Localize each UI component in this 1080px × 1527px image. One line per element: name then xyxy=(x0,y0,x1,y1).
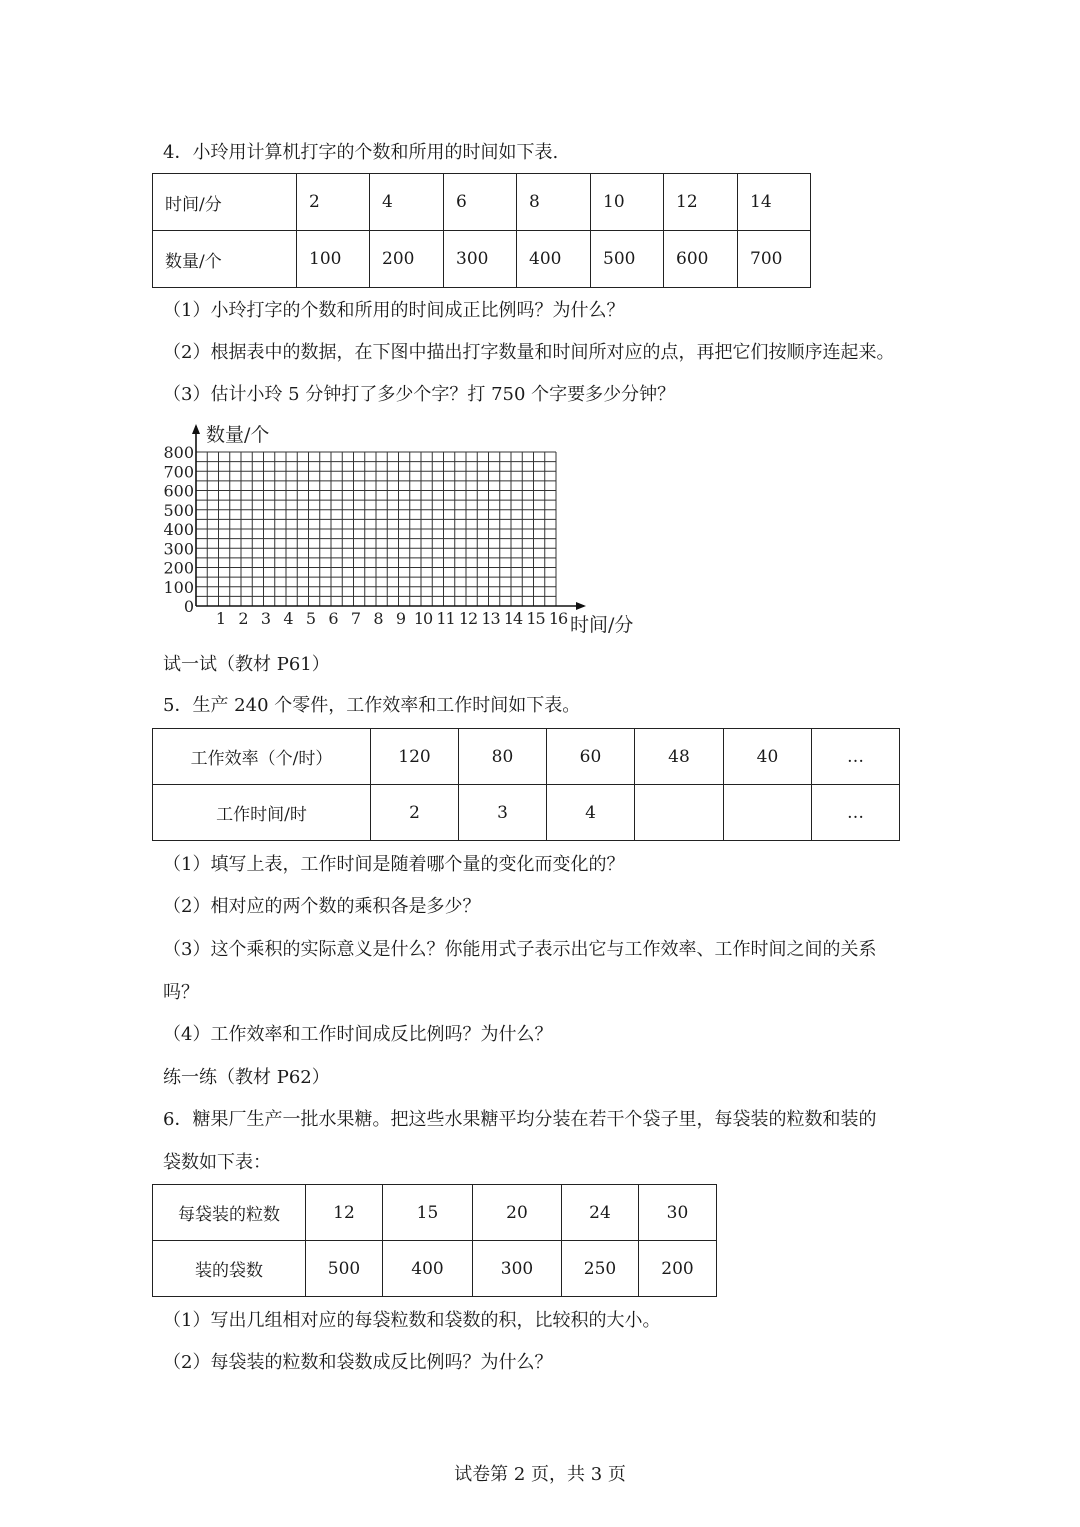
y-tick-label: 800 xyxy=(163,443,194,462)
table-cell: 4 xyxy=(547,785,635,841)
table-cell: 400 xyxy=(517,231,591,288)
y-tick-label: 0 xyxy=(183,597,194,616)
table-row-label: 每袋装的粒数 xyxy=(153,1185,306,1241)
table-cell: 12 xyxy=(306,1185,383,1241)
table-cell-blank[interactable] xyxy=(724,785,812,841)
x-tick-label: 15 xyxy=(526,609,545,628)
q6-table-row-bags xyxy=(153,1241,717,1297)
table-cell: 3 xyxy=(459,785,547,841)
grid-lines xyxy=(196,452,556,606)
table-cell: 60 xyxy=(547,729,635,785)
x-tick-label: 13 xyxy=(481,609,500,628)
y-tick-label: 300 xyxy=(163,539,194,559)
table-cell: 30 xyxy=(639,1185,717,1241)
y-tick-label: 500 xyxy=(163,500,194,520)
y-axis-label: 数量/个 xyxy=(206,424,270,446)
q5-question-2: （2）相对应的两个数的乘积各是多少？ xyxy=(163,896,481,917)
y-axis-arrow-icon xyxy=(192,424,200,434)
table-cell: 2 xyxy=(297,174,370,231)
table-cell: 100 xyxy=(297,231,370,288)
table-cell: 40 xyxy=(724,729,812,785)
q5-question-1: （1）填写上表，工作时间是随着哪个量的变化而变化的？ xyxy=(163,854,625,875)
q4-table-row-count xyxy=(153,231,811,288)
table-cell: 14 xyxy=(738,174,811,231)
q5-table xyxy=(152,728,900,841)
q4-table-row-time xyxy=(153,174,811,231)
table-cell-blank[interactable] xyxy=(635,785,724,841)
q4-question-2: （2）根据表中的数据，在下图中描出打字数量和时间所对应的点，再把它们按顺序连起来。 xyxy=(163,342,895,363)
x-tick-label: 2 xyxy=(238,609,248,628)
x-tick-label: 5 xyxy=(305,609,316,628)
q6-table-row-per-bag xyxy=(153,1185,717,1241)
table-cell: 300 xyxy=(473,1241,562,1297)
practice-heading: 练一练（教材 P62） xyxy=(163,1067,330,1088)
table-cell: 12 xyxy=(664,174,738,231)
q4-table xyxy=(152,173,811,288)
x-tick-label: 14 xyxy=(503,609,523,628)
q6-question-1: （1）写出几组相对应的每袋粒数和袋数的积，比较积的大小。 xyxy=(163,1310,661,1331)
x-tick-label: 8 xyxy=(373,609,383,628)
x-tick-label: 1 xyxy=(215,609,226,628)
q5-table-row-efficiency xyxy=(153,729,900,785)
table-cell: 600 xyxy=(664,231,738,288)
table-cell: … xyxy=(812,729,900,785)
x-axis-label: 时间/分 xyxy=(570,614,634,636)
table-cell: 15 xyxy=(383,1185,473,1241)
y-tick-label: 200 xyxy=(163,558,194,578)
table-row-label: 工作时间/时 xyxy=(153,785,371,841)
try-heading: 试一试（教材 P61） xyxy=(163,654,330,675)
x-tick-label: 6 xyxy=(328,609,338,628)
q6-title-line-2: 袋数如下表： xyxy=(163,1152,271,1173)
q5-question-4: （4）工作效率和工作时间成反比例吗？为什么？ xyxy=(163,1024,553,1045)
y-tick-label: 400 xyxy=(163,520,194,539)
table-row-label: 时间/分 xyxy=(153,174,297,231)
table-cell: 24 xyxy=(562,1185,639,1241)
table-row-label: 数量/个 xyxy=(153,231,297,288)
y-tick-label: 700 xyxy=(163,462,194,482)
y-tick-labels xyxy=(163,443,194,616)
table-cell: 48 xyxy=(635,729,724,785)
q5-question-3: （3）这个乘积的实际意义是什么？你能用式子表示出它与工作效率、工作时间之间的关系 xyxy=(163,939,877,960)
x-tick-label: 10 xyxy=(413,609,433,628)
q6-title-line-1: 6．糖果厂生产一批水果糖。把这些水果糖平均分装在若干个袋子里，每袋装的粒数和装的 xyxy=(163,1109,877,1130)
table-cell: 500 xyxy=(306,1241,383,1297)
x-tick-label: 16 xyxy=(548,609,568,628)
x-tick-label: 4 xyxy=(283,609,293,628)
q6-question-2: （2）每袋装的粒数和袋数成反比例吗？为什么？ xyxy=(163,1352,553,1373)
x-tick-label: 7 xyxy=(350,609,361,628)
table-cell: 200 xyxy=(639,1241,717,1297)
q5-title: 5．生产 240 个零件，工作效率和工作时间如下表。 xyxy=(163,695,581,716)
table-cell: 500 xyxy=(591,231,664,288)
table-cell: 2 xyxy=(371,785,459,841)
x-tick-label: 11 xyxy=(436,609,455,628)
q5-question-3-cont: 吗？ xyxy=(163,982,199,1003)
table-cell: 80 xyxy=(459,729,547,785)
q5-table-row-time xyxy=(153,785,900,841)
x-tick-label: 9 xyxy=(395,609,406,628)
table-cell: 8 xyxy=(517,174,591,231)
table-cell: 20 xyxy=(473,1185,562,1241)
y-tick-label: 100 xyxy=(163,577,194,597)
table-row-label: 工作效率（个/时） xyxy=(153,729,371,785)
table-cell: 700 xyxy=(738,231,811,288)
q4-plot-grid xyxy=(150,420,670,645)
table-cell: 400 xyxy=(383,1241,473,1297)
x-axis-arrow-icon xyxy=(576,602,586,610)
table-row-label: 装的袋数 xyxy=(153,1241,306,1297)
q4-question-3: （3）估计小玲 5 分钟打了多少个字？打 750 个字要多少分钟？ xyxy=(163,384,676,405)
x-tick-labels xyxy=(216,609,568,628)
table-cell: 200 xyxy=(370,231,444,288)
table-cell: 120 xyxy=(371,729,459,785)
q6-table xyxy=(152,1184,717,1297)
table-cell: 6 xyxy=(444,174,517,231)
x-tick-label: 12 xyxy=(458,609,478,628)
table-cell: 10 xyxy=(591,174,664,231)
q4-title: 4．小玲用计算机打字的个数和所用的时间如下表. xyxy=(163,142,559,163)
y-tick-label: 600 xyxy=(163,481,194,501)
q4-question-1: （1）小玲打字的个数和所用的时间成正比例吗？为什么？ xyxy=(163,300,625,321)
table-cell: … xyxy=(812,785,900,841)
table-cell: 4 xyxy=(370,174,444,231)
x-tick-label: 3 xyxy=(260,609,271,628)
table-cell: 300 xyxy=(444,231,517,288)
page-footer: 试卷第 2 页，共 3 页 xyxy=(454,1464,626,1485)
table-cell: 250 xyxy=(562,1241,639,1297)
